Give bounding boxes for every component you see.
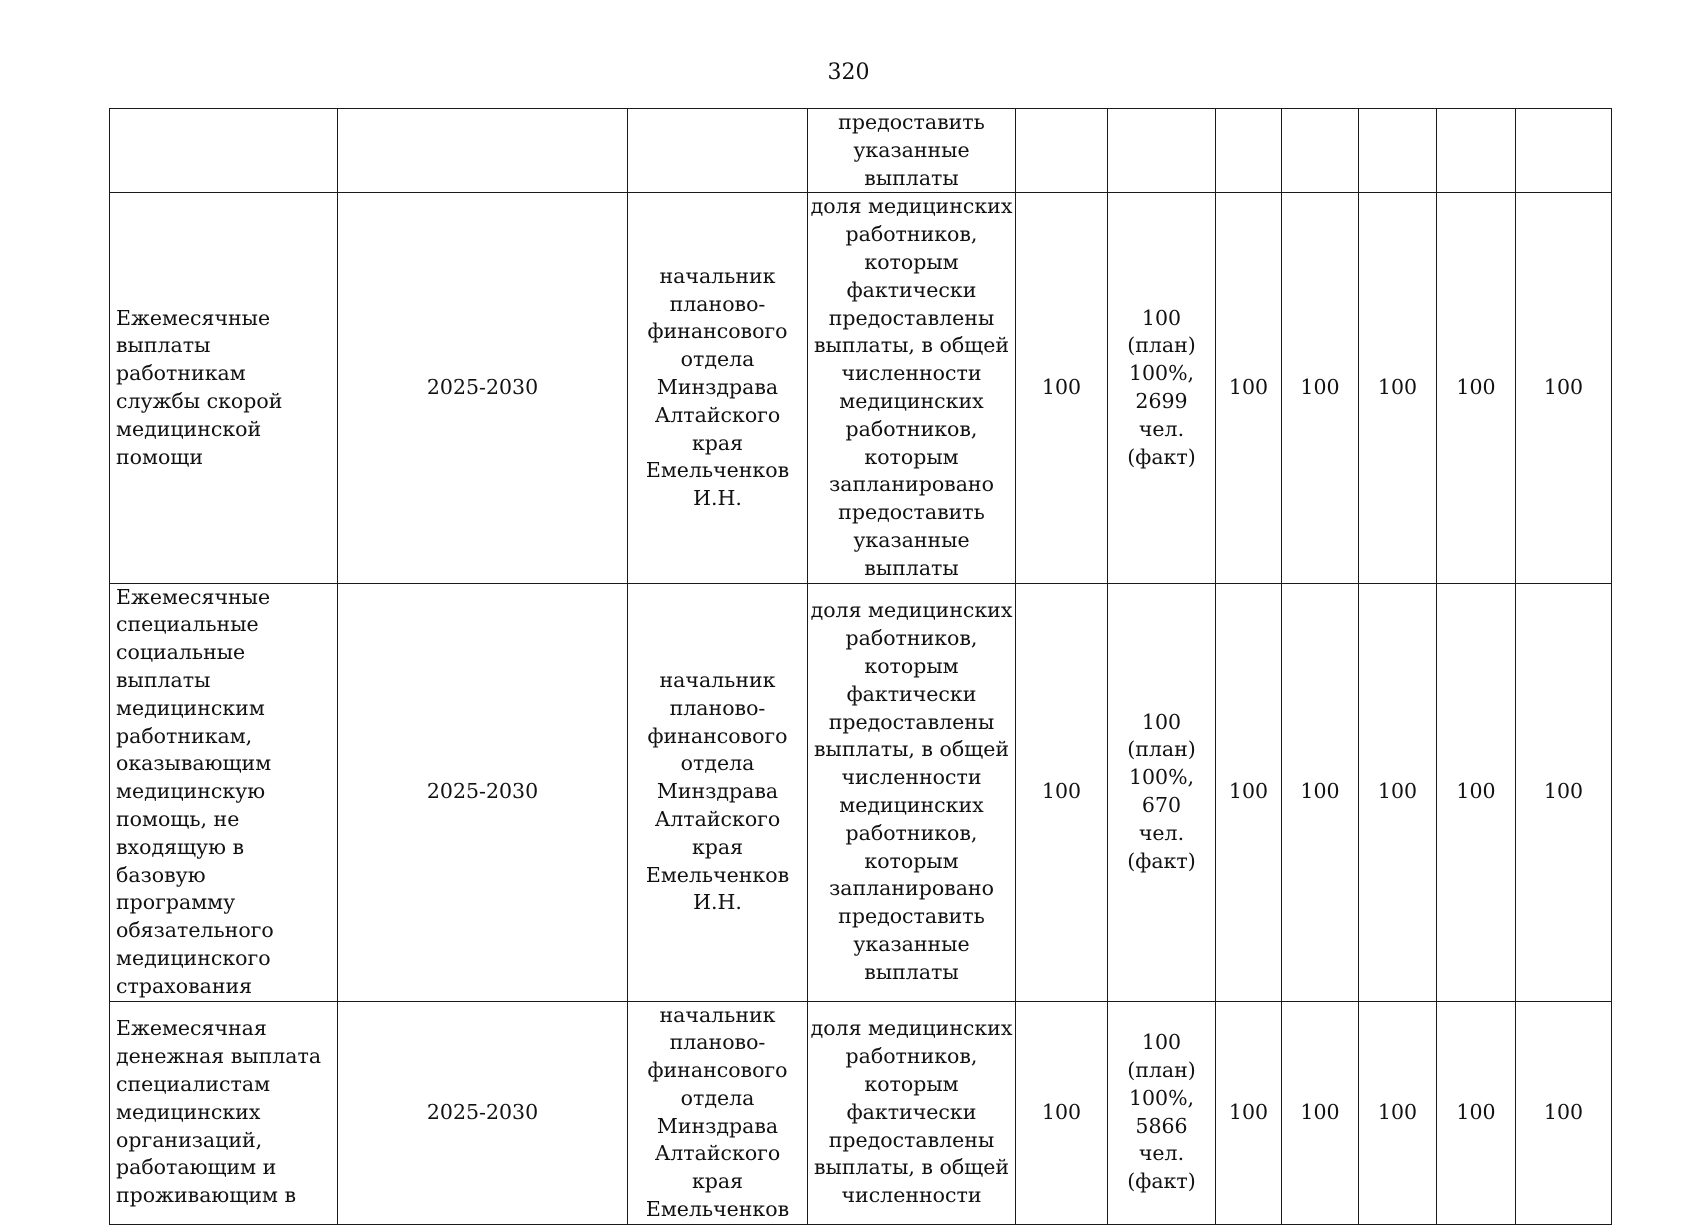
year-value-cell: 100	[1216, 583, 1282, 1001]
responsible-cell: начальник планово- финансового отдела Минздрава Алтайского края Емельченков	[628, 1001, 808, 1224]
table-row	[110, 193, 1612, 583]
period-cell: 2025-2030	[338, 193, 628, 583]
measure-name-cell: Ежемесячные выплаты работникам службы скорой медицинской помощи	[110, 193, 338, 583]
responsible-cell	[628, 109, 808, 193]
program-table	[109, 108, 1612, 1225]
table-row	[110, 109, 1612, 193]
year-value-cell: 100	[1437, 1001, 1516, 1224]
base-value-cell	[1016, 109, 1108, 193]
responsible-cell: начальник планово- финансового отдела Минздрава Алтайского края Емельченков И.Н.	[628, 193, 808, 583]
year-value-cell	[1282, 109, 1359, 193]
year-value-cell	[1359, 109, 1437, 193]
fact-value-cell	[1108, 109, 1216, 193]
responsible-cell: начальник планово- финансового отдела Минздрава Алтайского края Емельченков И.Н.	[628, 583, 808, 1001]
fact-value-cell: 100 (план) 100%, 5866 чел. (факт)	[1108, 1001, 1216, 1224]
year-value-cell: 100	[1359, 583, 1437, 1001]
year-value-cell: 100	[1516, 193, 1612, 583]
indicator-cell: доля медицинских работников, которым фактически предоставлены выплаты, в общей численности	[808, 1001, 1016, 1224]
period-cell: 2025-2030	[338, 583, 628, 1001]
base-value-cell: 100	[1016, 1001, 1108, 1224]
indicator-cell: доля медицинских работников, которым фактически предоставлены выплаты, в общей численности медицинских работников, которым запланировано предоставить указанные выплаты	[808, 193, 1016, 583]
base-value-cell: 100	[1016, 583, 1108, 1001]
period-cell	[338, 109, 628, 193]
year-value-cell: 100	[1282, 1001, 1359, 1224]
table-row	[110, 583, 1612, 1001]
year-value-cell	[1437, 109, 1516, 193]
fact-value-cell: 100 (план) 100%, 2699 чел. (факт)	[1108, 193, 1216, 583]
indicator-cell: доля медицинских работников, которым фактически предоставлены выплаты, в общей численности медицинских работников, которым запланировано предоставить указанные выплаты	[808, 583, 1016, 1001]
year-value-cell: 100	[1437, 583, 1516, 1001]
page-number: 320	[827, 60, 870, 85]
table-row	[110, 1001, 1612, 1224]
fact-value-cell: 100 (план) 100%, 670 чел. (факт)	[1108, 583, 1216, 1001]
year-value-cell: 100	[1282, 583, 1359, 1001]
year-value-cell: 100	[1359, 1001, 1437, 1224]
measure-name-cell: Ежемесячные специальные социальные выплаты медицинским работникам, оказывающим медицинскую помощь, не входящую в базовую программу обязательного медицинского страхования	[110, 583, 338, 1001]
base-value-cell: 100	[1016, 193, 1108, 583]
year-value-cell	[1216, 109, 1282, 193]
year-value-cell: 100	[1516, 583, 1612, 1001]
measure-name-cell: Ежемесячная денежная выплата специалистам медицинских организаций, работающим и проживающим в	[110, 1001, 338, 1224]
year-value-cell: 100	[1282, 193, 1359, 583]
year-value-cell: 100	[1516, 1001, 1612, 1224]
year-value-cell: 100	[1216, 1001, 1282, 1224]
year-value-cell: 100	[1359, 193, 1437, 583]
indicator-cell: предоставить указанные выплаты	[808, 109, 1016, 193]
year-value-cell: 100	[1216, 193, 1282, 583]
year-value-cell: 100	[1437, 193, 1516, 583]
measure-name-cell	[110, 109, 338, 193]
year-value-cell	[1516, 109, 1612, 193]
period-cell: 2025-2030	[338, 1001, 628, 1224]
